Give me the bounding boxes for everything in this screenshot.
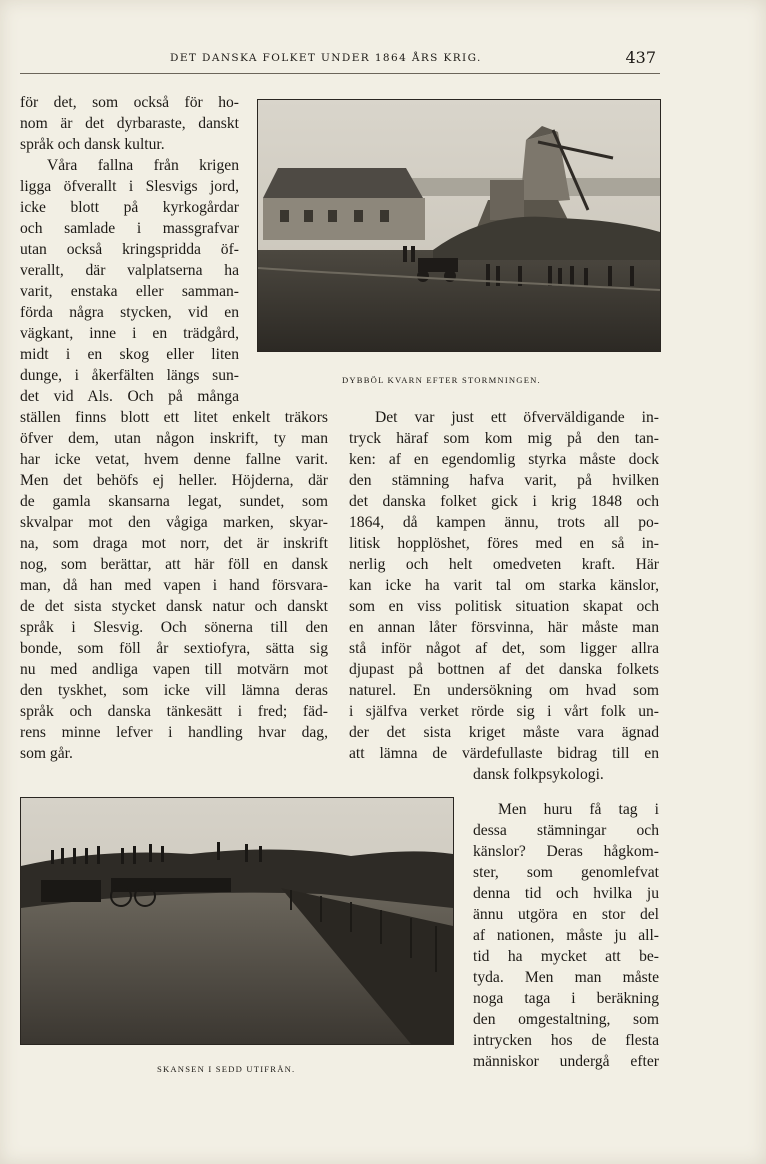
text-line: denna tid och hvilka ju [473, 885, 659, 902]
text-line: de det sista stycket dansk natur och danskt [20, 598, 328, 615]
text-line: det vid Als. Och på många [20, 388, 239, 405]
text-line: den omgestaltning, som [473, 1011, 659, 1028]
text-line: nom är det dyrbaraste, danskt [20, 115, 239, 132]
photo-dybbol-mill [257, 99, 661, 352]
figure-caption-2: SKANSEN I SEDD UTIFRÅN. [157, 1064, 296, 1074]
text-line: öfver dem, utan någon inskrift, ty man [20, 430, 328, 447]
text-line: för det, som också för ho- [20, 94, 239, 111]
text-line: och samlade i massgrafvar [20, 220, 239, 237]
text-line: som en viss politisk situation skapat och [349, 598, 659, 615]
text-line: naturel. En undersökning om hvad som [349, 682, 659, 699]
running-head-title: DET DANSKA FOLKET UNDER 1864 ÅRS KRIG. [170, 52, 482, 64]
header-rule [20, 73, 660, 74]
text-line: 1864, då kampen ännu, trots all po- [349, 514, 659, 531]
text-line: utan också kringspridda öf- [20, 241, 239, 258]
text-line: språk och danska tänkesätt i fred; fäd- [20, 703, 328, 720]
text-line: nu med andliga vapen till motvärn mot [20, 661, 328, 678]
text-line: varit, enstaka eller samman- [20, 283, 239, 300]
text-line: ligga öfverallt i Slesvigs jord, [20, 178, 239, 195]
text-line: Men det behöfs ej heller. Höjderna, där [20, 472, 328, 489]
text-line: skvalpar mot den vågiga marken, skyar- [20, 514, 328, 531]
text-line: dunge, i åkerfälten längs sun- [20, 367, 239, 384]
text-line: förda några stycken, vid en [20, 304, 239, 321]
text-line: ken: af en egendomlig styrka måste dock [349, 451, 659, 468]
text-line: i själfva verket rörde sig i vårt folk un- [349, 703, 659, 720]
text-line: att lämna de värdefullaste bidrag till en [349, 745, 659, 762]
running-head [20, 48, 660, 72]
text-line: rens minne lefver i handling hvar dag, [20, 724, 328, 741]
text-line: midt i en skog eller liten [20, 346, 239, 363]
text-line: kan icke ha varit tal om starka känslor, [349, 577, 659, 594]
text-line: Våra fallna från krigen [47, 157, 239, 174]
text-line: ännu utgöra en stor del [473, 906, 659, 923]
text-line: som går. [20, 745, 73, 762]
text-line: tryck häraf som kom mig på den tan- [349, 430, 659, 447]
text-line: intrycken hos de flesta [473, 1032, 659, 1049]
text-line: litisk hopplöshet, föres med en så in- [349, 535, 659, 552]
text-line: verallt, där valplatserna ha [20, 262, 239, 279]
text-line: Det var just ett öfverväldigande in- [375, 409, 659, 426]
text-line: människor undergå efter [473, 1053, 659, 1070]
text-line: na, som draga mot norr, det är inskrift [20, 535, 328, 552]
text-line: dessa stämningar och [473, 822, 659, 839]
text-line: der det sista kriget måste vara ägnad [349, 724, 659, 741]
page-number: 437 [625, 48, 656, 67]
text-line: icke blott på kyrkogårdar [20, 199, 239, 216]
text-line: nog, som berättar, att här föll en dansk [20, 556, 328, 573]
text-line: ster, som genomlefvat [473, 864, 659, 881]
text-line: språk i Slesvig. Och sönerna till den [20, 619, 328, 636]
text-line: det danska folket gick i krig 1848 och [349, 493, 659, 510]
text-line: Men huru få tag i [498, 801, 659, 818]
text-line: språk och dansk kultur. [20, 136, 165, 153]
text-line: känslor? Deras hågkom- [473, 843, 659, 860]
text-line: tyda. Men man måste [473, 969, 659, 986]
text-line: tid ha mycket att be- [473, 948, 659, 965]
figure-caption-1: DYBBÖL KVARN EFTER STORMNINGEN. [342, 375, 541, 385]
text-line: ställen finns blott ett litet enkelt träkors [20, 409, 328, 426]
photo-skansen [20, 797, 454, 1045]
text-line: nerlig och helt omedveten kraft. Här [349, 556, 659, 573]
text-line: de gamla skansarna legat, sundet, som [20, 493, 328, 510]
text-line: den stämning hafva varit, på hvilken [349, 472, 659, 489]
text-line: af nationen, måste ju all- [473, 927, 659, 944]
text-line: dansk folkpsykologi. [473, 766, 604, 783]
text-line: har icke vetat, hvem denne fallne varit. [20, 451, 328, 468]
text-line: en annan låter försvinna, här måste man [349, 619, 659, 636]
text-line: man, då han med vapen i hand försvara- [20, 577, 328, 594]
text-line: noga taga i beräkning [473, 990, 659, 1007]
text-line: djupast på bottnen af det danska folkets [349, 661, 659, 678]
text-line: bonde, som föll år sextiofyra, sätta sig [20, 640, 328, 657]
text-line: stå inför något af det, som ligger allra [349, 640, 659, 657]
text-line: vägkant, inne i en trädgård, [20, 325, 239, 342]
text-line: den tyskhet, som icke vill lämna deras [20, 682, 328, 699]
